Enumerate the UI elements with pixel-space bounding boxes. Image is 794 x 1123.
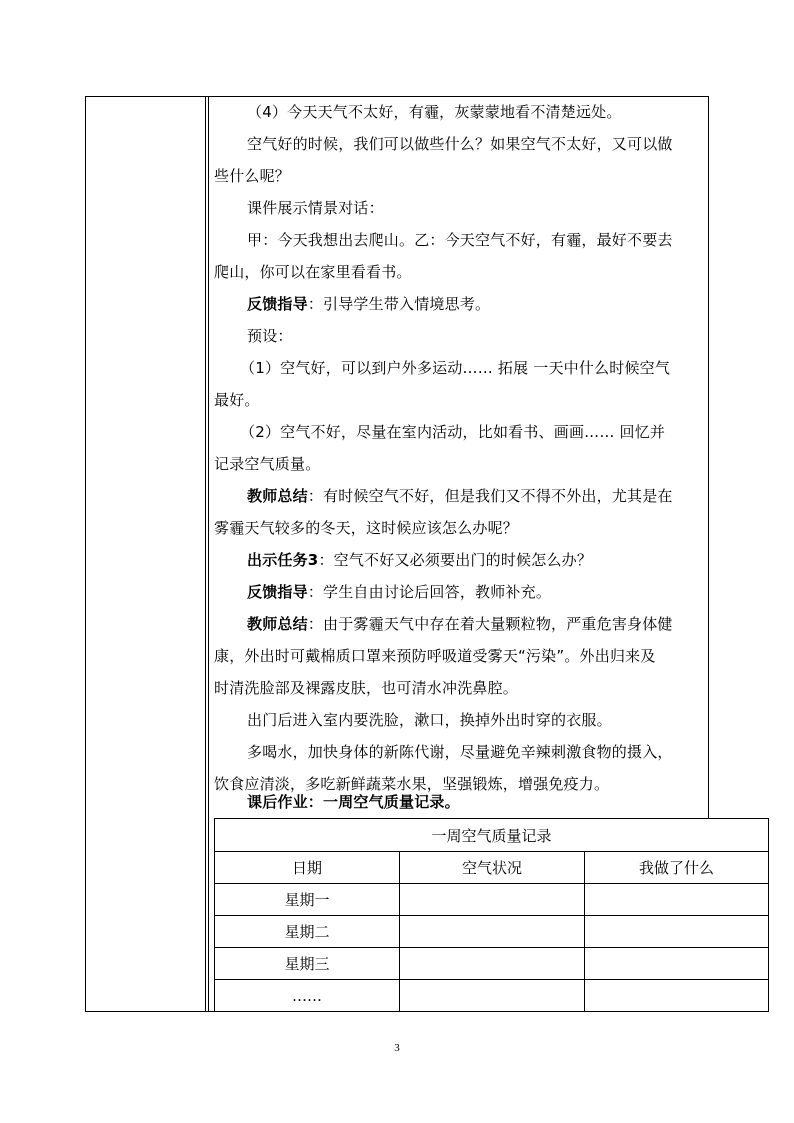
task-text: ：空气不好又必须要出门的时候怎么办？ xyxy=(318,551,593,569)
day-cell: 星期一 xyxy=(215,884,400,916)
paragraph-dialogue-intro xyxy=(214,192,701,224)
activity-cell[interactable] xyxy=(585,948,769,980)
header-date: 日期 xyxy=(215,852,400,884)
summary-text: ：由于雾霾天气中存在着大量颗粒物，严重危害身体健 xyxy=(307,615,673,633)
paragraph-dialogue xyxy=(214,224,701,288)
paragraph-line: 爬山，你可以在家里看看书。 xyxy=(214,263,412,281)
record-table-header-row xyxy=(215,852,769,884)
feedback-text: ：引导学生带入情境思考。 xyxy=(307,295,491,313)
paragraph-homework xyxy=(214,786,701,818)
paragraph-task-3 xyxy=(214,544,701,576)
paragraph-line: 甲：今天我想出去爬山。乙：今天空气不好，有霾，最好不要去 xyxy=(247,231,673,249)
outer-table-column-divider-2 xyxy=(208,96,209,1011)
paragraph-preset-2 xyxy=(214,416,701,480)
table-row xyxy=(215,916,769,948)
paragraph-example-4 xyxy=(214,96,701,128)
paragraph-line: 出门后进入室内要洗脸，漱口，换掉外出时穿的衣服。 xyxy=(247,711,612,729)
paragraph-teacher-summary-1 xyxy=(214,480,701,544)
paragraph-line xyxy=(214,480,701,512)
paragraph-line xyxy=(214,544,701,576)
paragraph-feedback-2 xyxy=(214,576,701,608)
paragraph-line xyxy=(214,608,701,640)
paragraph-line: 雾霾天气较多的冬天，这时候应该怎么办呢？ xyxy=(214,519,519,537)
paragraph-line: 最好。 xyxy=(214,391,260,409)
record-table-title: 一周空气质量记录 xyxy=(215,819,769,852)
feedback-label: 反馈指导 xyxy=(247,295,308,313)
outer-table-column-divider-1 xyxy=(205,96,206,1011)
air-condition-cell[interactable] xyxy=(400,916,585,948)
task-label: 出示任务3 xyxy=(247,551,319,569)
paragraph-line: 些什么呢？ xyxy=(214,167,291,185)
record-table-title-row xyxy=(215,819,769,852)
paragraph-line xyxy=(214,576,701,608)
feedback-label: 反馈指导 xyxy=(247,583,308,601)
table-row xyxy=(215,884,769,916)
feedback-text: ：学生自由讨论后回答，教师补充。 xyxy=(307,583,552,601)
homework-label: 课后作业：一周空气质量记录。 xyxy=(247,793,460,811)
paragraph-question xyxy=(214,128,701,192)
header-what-i-did: 我做了什么 xyxy=(585,852,769,884)
header-air-condition: 空气状况 xyxy=(400,852,585,884)
air-condition-cell[interactable] xyxy=(400,980,585,1012)
paragraph-line: 预设： xyxy=(247,327,293,345)
paragraph-line: 空气好的时候，我们可以做些什么？如果空气不太好，又可以做 xyxy=(247,135,673,153)
air-condition-cell[interactable] xyxy=(400,948,585,980)
paragraph-line xyxy=(214,288,701,320)
air-condition-cell[interactable] xyxy=(400,884,585,916)
outer-table-right-border xyxy=(708,96,709,818)
paragraph-preset xyxy=(214,320,701,352)
paragraph-line: 课件展示情景对话： xyxy=(247,199,384,217)
paragraph-feedback-1 xyxy=(214,288,701,320)
summary-label: 教师总结 xyxy=(247,487,308,505)
page-number: 3 xyxy=(394,1042,400,1054)
paragraph-wash-tip xyxy=(214,704,701,736)
table-row xyxy=(215,948,769,980)
paragraph-line: （2）空气不好，尽量在室内活动，比如看书、画画…… 回忆并 xyxy=(240,423,666,441)
paragraph-line: 记录空气质量。 xyxy=(214,455,321,473)
day-cell: …… xyxy=(215,980,400,1012)
paragraph-line: （4）今天天气不太好，有霾，灰蒙蒙地看不清楚远处。 xyxy=(247,103,622,121)
activity-cell[interactable] xyxy=(585,884,769,916)
table-row xyxy=(215,980,769,1012)
paragraph-line: （1）空气好，可以到户外多运动…… 拓展 一天中什么时候空气 xyxy=(240,359,671,377)
summary-label: 教师总结 xyxy=(247,615,308,633)
activity-cell[interactable] xyxy=(585,916,769,948)
paragraph-line: 饮食应清淡，多吃新鲜蔬菜水果，坚强锻炼，增强免疫力。 xyxy=(214,775,610,793)
activity-cell[interactable] xyxy=(585,980,769,1012)
paragraph-teacher-summary-2 xyxy=(214,608,701,704)
summary-text: ：有时候空气不好，但是我们又不得不外出，尤其是在 xyxy=(307,487,673,505)
air-quality-record-table xyxy=(214,818,769,1012)
paragraph-line: 多喝水，加快身体的新陈代谢，尽量避免辛辣刺激食物的摄入， xyxy=(247,743,673,761)
outer-table-left-border xyxy=(85,96,86,1011)
paragraph-line: 时清洗脸部及裸露皮肤，也可清水冲洗鼻腔。 xyxy=(214,679,519,697)
day-cell: 星期二 xyxy=(215,916,400,948)
day-cell: 星期三 xyxy=(215,948,400,980)
paragraph-line: 康，外出时可戴棉质口罩来预防呼吸道受雾天“污染”。外出归来及 xyxy=(214,647,656,665)
paragraph-preset-1 xyxy=(214,352,701,416)
